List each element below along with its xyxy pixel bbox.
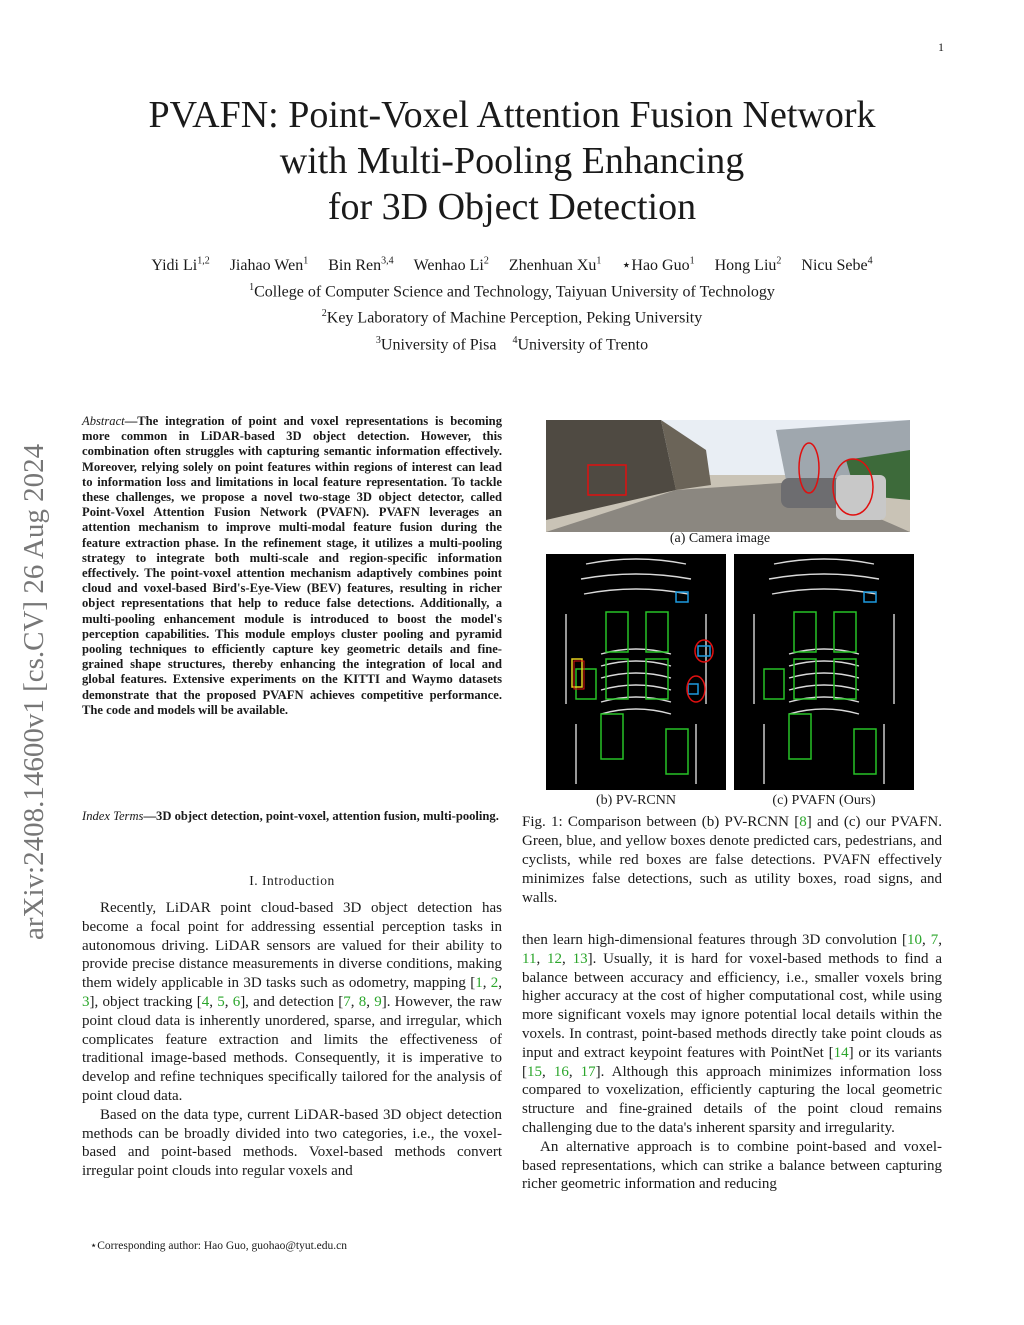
- index-text: —3D object detection, point-voxel, attention fusion, multi-pooling.: [143, 809, 499, 823]
- author: Hong Liu$^2$: [714, 255, 782, 274]
- camera-image: [546, 420, 910, 532]
- citation-link[interactable]: 14: [833, 1044, 849, 1061]
- citation-link[interactable]: 9: [374, 993, 382, 1010]
- author: ⋆Hao Guo$^1$: [621, 255, 695, 274]
- left-column-body: [82, 899, 502, 1181]
- author: Wenhao Li$^2$: [413, 255, 489, 274]
- camera-image-drawing: [546, 420, 910, 532]
- citation-link[interactable]: 4: [201, 993, 210, 1010]
- author: Nicu Sebe$^4$: [801, 255, 873, 274]
- index-label: Index Terms: [82, 809, 144, 823]
- page-number: 1: [938, 40, 944, 54]
- title-line: PVAFN: Point-Voxel Attention Fusion Network: [148, 94, 876, 136]
- paragraph: Based on the data type, current LiDAR-based 3D object detection methods can be broadly divided into two categories, i.e., the voxel-based and point-based methods. Voxel-based methods convert irregular point clouds into regular voxels and: [82, 1106, 502, 1180]
- paragraph: Recently, LiDAR point cloud-based 3D object detection has become a focal point for addressing essential perception tasks in autonomous driving. LiDAR sensors are valued for their ability to provide precise distance measurements in diverse conditions, making them widely applicable in 3D tasks such as odometry, mapping [1, 2, 3], object tracking [4, 5, 6], and detection [7, 8, 9]. However, the raw point cloud data is inherently unordered, sparse, and irregular, which complicates feature extraction and limits the effectiveness of traditional image-based methods. Consequently, it is imperative to develop and refine techniques specifically tailored for the analysis of point cloud data.: [82, 900, 503, 1104]
- citation-link[interactable]: 12: [547, 950, 563, 967]
- citation-link[interactable]: 1: [475, 975, 483, 992]
- citation-link[interactable]: 17: [580, 1063, 596, 1080]
- author-list: [70, 255, 954, 275]
- affiliation: $^1$College of Computer Science and Technology, Taiyuan University of Technology: [249, 282, 775, 301]
- paper-title: [100, 92, 924, 230]
- citation-link[interactable]: 7: [930, 932, 939, 948]
- citation-link[interactable]: 5: [217, 993, 225, 1010]
- pvafn-lidar-view: [734, 554, 914, 790]
- citation-link[interactable]: 16: [553, 1063, 569, 1080]
- footnote: ⋆Corresponding author: Hao Guo, guohao@tyut.edu.cn: [90, 1240, 348, 1252]
- citation-link[interactable]: 10: [906, 932, 922, 948]
- pv-rcnn-lidar-view: [546, 554, 726, 790]
- citation-link[interactable]: 11: [522, 950, 537, 967]
- right-column-body: [522, 931, 942, 1194]
- abstract: [82, 414, 502, 718]
- index-terms: [82, 809, 502, 824]
- lidar-drawing-c: [734, 554, 914, 790]
- affiliations: [100, 277, 924, 356]
- arxiv-sidebar-stamp: [18, 443, 50, 940]
- paragraph: An alternative approach is to combine point-based and voxel-based representations, which can strike a balance between capturing richer geometric information and reducing: [522, 1138, 942, 1193]
- subfigure-label-b: (b) PV-RCNN: [596, 793, 676, 808]
- title-line: with Multi-Pooling Enhancing: [279, 140, 745, 182]
- paragraph: then learn high-dimensional features through 3D convolution [10, 7, 11, 12, 13]. Usually, it is hard for voxel-based methods to find a balance between accuracy and efficiency, i.e., smaller voxels bring higher accuracy at the cost of higher computational cost, while using more significant voxels may ignore potential local details within the voxels. In contrast, point-based methods directly take point clouds as input and extract keypoint features with PointNet [14] or its variants [15, 16, 17]. Although this approach minimizes information loss compared to voxelization, efficiently capturing the local geometric structure and fine-grained details of the point cloud remains challenging due to the data's inherent sparsity and irregularity.: [522, 932, 943, 1136]
- abstract-text: —The integration of point and voxel representations is becoming more common in LiDAR-based 3D object detection. However, this combination often struggles with capturing semantic information effectively. Moreover, relying solely on point features within regions of interest can lead to information loss and limitations in local feature representation. To tackle these challenges, we propose a novel two-stage 3D object detector, called Point-Voxel Attention Fusion Network (PVAFN). PVAFN leverages an attention mechanism to improve multi-modal feature fusion during the feature extraction phase. In the refinement stage, it utilizes a multi-pooling strategy to integrate both multi-scale and region-specific information effectively. The point-voxel attention mechanism adaptively combines point cloud and voxel-based Bird's-Eye-View (BEV) features, resulting in richer object representations that help to reduce false detections. Additionally, a multi-pooling enhancement module is introduced to boost the model's perception capabilities. This module employs cluster pooling and pyramid pooling techniques to efficiently capture key geometric details and fine-grained shape structures, thereby enhancing the integration of local and global features. Extensive experiments on the KITTI and Waymo datasets demonstrate that the proposed PVAFN achieves competitive performance. The code and models will be available.: [82, 414, 502, 717]
- abstract-label: Abstract: [82, 414, 125, 428]
- arxiv-id: arXiv:2408.14600v1 [cs.CV] 26 Aug 2024: [18, 443, 50, 940]
- section-heading: I. Introduction: [249, 873, 335, 888]
- title-line: for 3D Object Detection: [327, 186, 697, 228]
- citation-link[interactable]: 8: [799, 814, 807, 830]
- author: Yidi Li$^{1,2}$: [151, 255, 210, 274]
- affiliation: $^3$University of Pisa $^4$University of Trento: [375, 334, 649, 353]
- citation-link[interactable]: 15: [527, 1063, 542, 1080]
- figure-caption: Fig. 1: Comparison between (b) PV-RCNN [8] and (c) our PVAFN. Green, blue, and yellow boxes denote predicted cars, pedestrians, and cyclists, while red boxes are false detections. PVAFN effectively minimizes false detections, such as utility boxes, road signs, and walls.: [522, 814, 943, 906]
- citation-link[interactable]: 2: [490, 975, 499, 992]
- author: Bin Ren$^{3,4}$: [328, 255, 394, 274]
- citation-link[interactable]: 8: [358, 993, 367, 1010]
- citation-link[interactable]: 13: [572, 950, 588, 967]
- author: Zhenhuan Xu$^1$: [508, 255, 602, 274]
- subfigure-label-a: (a) Camera image: [669, 531, 771, 546]
- citation-link[interactable]: 7: [343, 993, 351, 1010]
- subfigure-label-c: (c) PVAFN (Ours): [772, 793, 876, 808]
- affiliation: $^2$Key Laboratory of Machine Perception, Peking University: [321, 308, 703, 327]
- citation-link[interactable]: 3: [82, 993, 90, 1010]
- citation-link[interactable]: 6: [232, 993, 241, 1010]
- author: Jiahao Wen$^1$: [229, 255, 309, 274]
- lidar-drawing-b: [546, 554, 726, 790]
